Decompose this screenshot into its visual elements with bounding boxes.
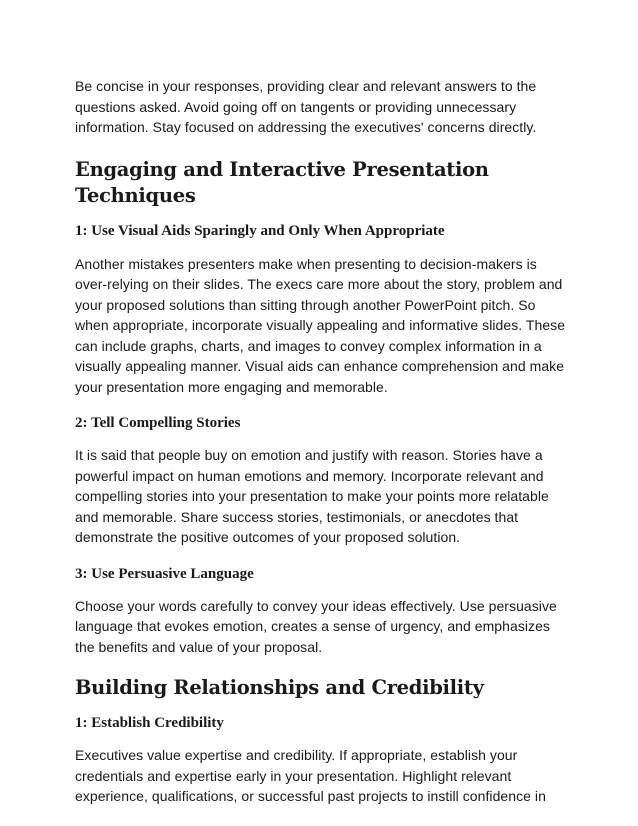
paragraph-compelling-stories: It is said that people buy on emotion and justify with reason. Stories have a powerful impact on human emotions and memory. Incorporate relevant and compelling stories into your presentation to make your points more relatable and memorable. Share success stories, testimonials, or anecdotes that demonstrate the positive outcomes of your proposed solution. — [75, 447, 549, 545]
paragraph-establish-credibility: Executives value expertise and credibility. If appropriate, establish your credentials and expertise early in your presentation. Highlight relevant experience, qualifications, or successful past projects to instill confidence in — [75, 747, 546, 804]
paragraph-persuasive-language: Choose your words carefully to convey your ideas effectively. Use persuasive language that evokes emotion, creates a sense of urgency, and emphasizes the benefits and value of your proposal. — [75, 597, 557, 655]
section-heading-relationships-credibility: Building Relationships and Credibility — [75, 676, 484, 699]
subheading-compelling-stories: 2: Tell Compelling Stories — [75, 415, 241, 431]
subheading-persuasive-language: 3: Use Persuasive Language — [75, 565, 254, 582]
subheading-establish-credibility: 1: Establish Credibility — [75, 715, 224, 731]
section-heading-engaging-techniques: Engaging and Interactive Presentation Techniques — [75, 157, 489, 207]
subheading-visual-aids: 1: Use Visual Aids Sparingly and Only When Appropriate — [75, 222, 445, 239]
paragraph-visual-aids: Another mistakes presenters make when presenting to decision-makers is over-relying on their slides. The execs care more about the story, problem and your proposed solutions than sitting through another PowerPoint pitch. So when appropriate, incorporate visually appealing and informative slides. These can include graphs, charts, and images to convey complex information in a visually appealing manner. Visual aids can enhance comprehension and make your presentation more engaging and memorable. — [75, 255, 566, 395]
intro-paragraph: Be concise in your responses, providing clear and relevant answers to the questions asked. Avoid going off on tangents or providing unnecessary information. Stay focused on addressing the executives' concerns directly. — [75, 78, 537, 135]
